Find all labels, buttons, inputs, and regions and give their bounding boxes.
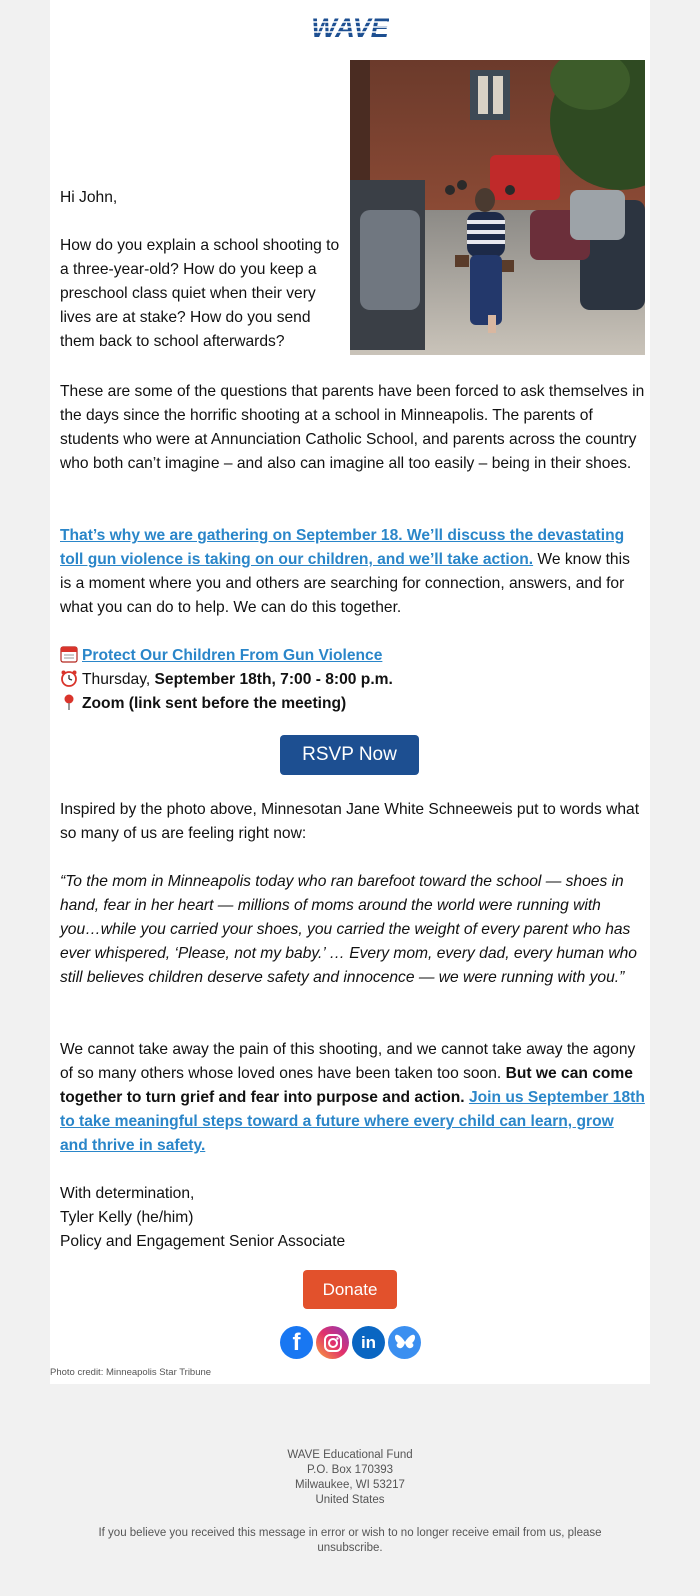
alarm-clock-icon — [60, 669, 78, 687]
event-title-row — [60, 644, 382, 668]
bluesky-icon[interactable] — [388, 1326, 421, 1359]
event-location: Zoom (link sent before the meeting) — [82, 695, 347, 712]
signoff-title: Policy and Engagement Senior Associate — [60, 1233, 346, 1250]
facebook-icon[interactable]: f — [280, 1326, 313, 1359]
quote-paragraph: “To the mom in Minneapolis today who ran barefoot toward the school — shoes in hand, fear in her heart — millions of moms around the world were running with you…while you carried your shoes, you carried the weight of every parent who has ever whispered, ‘Please, not my baby.’ … Every mom, every dad, every human who still believes children deserve safety and innocence — we were running with you.” — [60, 873, 637, 986]
instagram-icon[interactable] — [316, 1326, 349, 1359]
footer-org: WAVE Educational Fund — [287, 1449, 413, 1461]
intro-paragraph: How do you explain a school shooting to a three-year-old? How do you keep a preschool class quiet when their very lives are at stake? How do you send them back to school afterwards? — [60, 237, 340, 350]
closing-paragraph — [60, 1038, 645, 1158]
join-us-link[interactable]: Join us September 18th to take meaningful steps toward a future where every child can learn, grow and thrive in safety. — [60, 1089, 645, 1154]
footer-country: United States — [315, 1494, 385, 1506]
event-time-row — [60, 668, 393, 692]
signoff-closing: With determination, — [60, 1185, 195, 1202]
footer-notice — [0, 1526, 700, 1556]
unsubscribe-link[interactable]: unsubscribe. — [317, 1542, 383, 1554]
event-day: Thursday, — [82, 671, 151, 688]
closing-bold: But we can come together to turn grief and fear into purpose and action. — [60, 1065, 633, 1106]
email-card — [50, 0, 650, 1384]
wave-logo[interactable] — [311, 12, 389, 42]
closing-text: We cannot take away the pain of this shooting, and we cannot take away the agony of so many others whose loved ones have been taken too soon. — [60, 1041, 636, 1082]
greeting: Hi John, — [60, 189, 118, 206]
gathering-link[interactable]: That’s why we are gathering on September 18. We’ll discuss the devastating toll gun violence is taking on our children, and we’ll take action. — [60, 527, 625, 568]
footer-city: Milwaukee, WI 53217 — [295, 1479, 405, 1491]
context-paragraph: These are some of the questions that parents have been forced to ask themselves in the days since the horrific shooting at a school in Minneapolis. The parents of students who were at Annunciation Catholic School, and parents across the country who both can’t imagine – and also can imagine all too easily – being in their shoes. — [60, 383, 645, 472]
signoff-name: Tyler Kelly (he/him) — [60, 1209, 194, 1226]
rsvp-button[interactable]: RSVP Now — [280, 735, 419, 775]
event-location-row — [60, 692, 346, 716]
footer-address — [0, 1448, 700, 1508]
gathering-paragraph — [60, 524, 645, 620]
hero-photo — [350, 60, 645, 355]
calendar-icon — [60, 645, 78, 663]
linkedin-icon[interactable]: in — [352, 1326, 385, 1359]
photo-credit: Photo credit: Minneapolis Star Tribune — [50, 1367, 212, 1378]
event-time: September 18th, 7:00 - 8:00 p.m. — [154, 671, 393, 688]
inspiration-paragraph: Inspired by the photo above, Minnesotan Jane White Schneeweis put to words what so many of us are feeling right now: — [60, 801, 640, 842]
unsubscribe-notice: If you believe you received this message in error or wish to no longer receive email from us, please — [98, 1527, 602, 1539]
donate-button[interactable]: Donate — [303, 1270, 397, 1309]
footer-po-box: P.O. Box 170393 — [306, 1464, 394, 1476]
event-title-link[interactable]: Protect Our Children From Gun Violence — [82, 647, 383, 664]
gathering-rest: We know this is a moment where you and others are searching for connection, answers, and for what you can do to help. We can do this together. — [60, 551, 630, 616]
svg-text:WAVE: WAVE — [311, 13, 389, 42]
pin-icon — [60, 693, 78, 711]
